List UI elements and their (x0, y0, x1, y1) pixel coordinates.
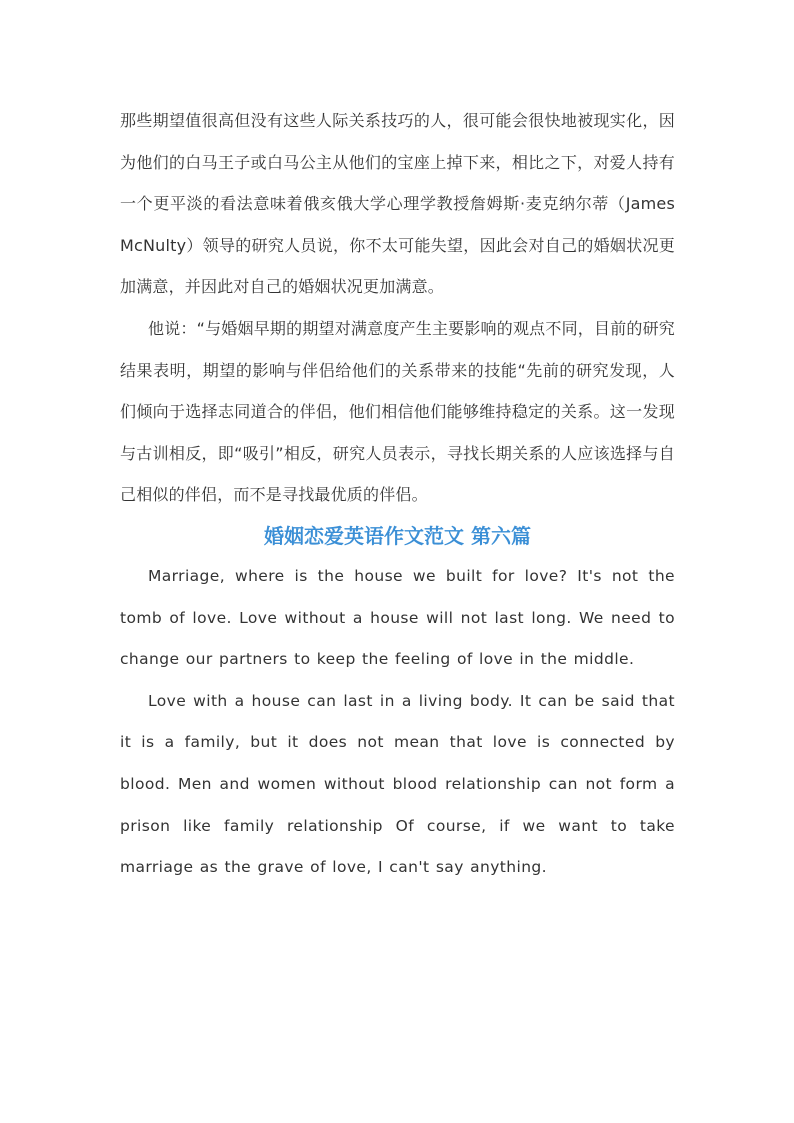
paragraph-research-findings: 他说：“与婚姻早期的期望对满意度产生主要影响的观点不同，目前的研究结果表明，期望的影响与伴侣给他们的关系带来的技能“先前的研究发现，人们倾向于选择志同道合的伴侣，他们相信他们能够维持稳定的关系。这一发现与古训相反，即“吸引”相反，研究人员表示，寻找长期关系的人应该选择与自己相似的伴侣，而不是寻找最优质的伴侣。 (120, 318, 675, 505)
paragraph-love-family: Love with a house can last in a living body. It can be said that it is a family, but it does not mean that love is connected by blood. Men and women without blood relationship can not form a prison like family relationship Of course, if we want to take marriage as the grave of love, I can't say anything. (120, 691, 675, 877)
paragraph-marriage-house: Marriage, where is the house we built for love? It's not the tomb of love. Love without a house will not last long. We need to change our partners to keep the feeling of love in the middle. (120, 566, 675, 669)
paragraph-expectations: 那些期望值很高但没有这些人际关系技巧的人，很可能会很快地被现实化，因为他们的白马王子或白马公主从他们的宝座上掉下来，相比之下，对爱人持有一个更平淡的看法意味着俄亥俄大学心理学教授詹姆斯·麦克纳尔蒂（James McNulty）领导的研究人员说，你不太可能失望，因此会对自己的婚姻状况更加满意，并因此对自己的婚姻状况更加满意。 (120, 111, 675, 297)
document-page (120, 100, 675, 889)
section-heading: 婚姻恋爱英语作文范文 第六篇 (264, 523, 531, 548)
